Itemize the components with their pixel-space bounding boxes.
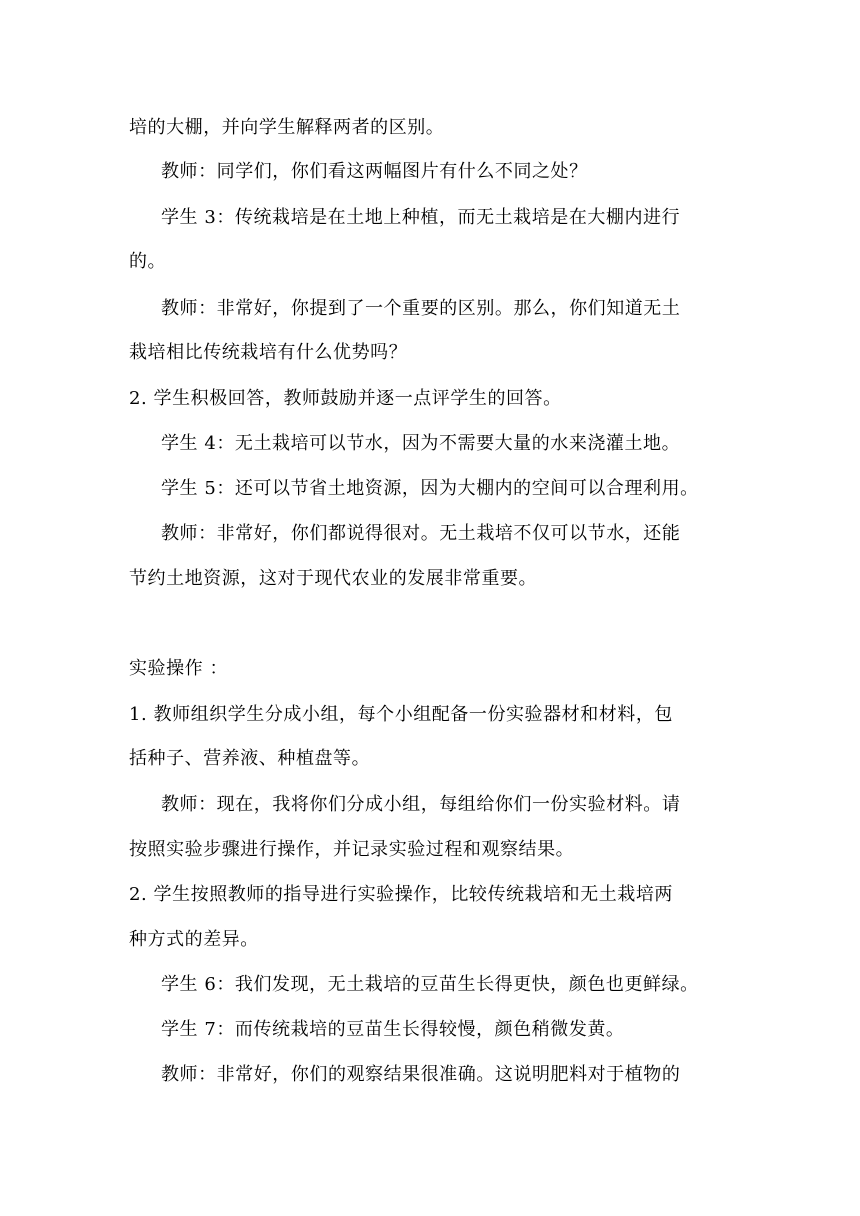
paragraph-line: 按照实验步骤进行操作，并记录实验过程和观察结果。 — [129, 839, 575, 860]
student-line: 学生 4：无土栽培可以节水，因为不需要大量的水来浇灌土地。 — [161, 433, 681, 454]
numbered-item: 2. 学生按照教师的指导进行实验操作，比较传统栽培和无土栽培两 — [129, 884, 673, 905]
numbered-item: 2. 学生积极回答，教师鼓励并逐一点评学生的回答。 — [129, 388, 562, 409]
student-line: 学生 7：而传统栽培的豆苗生长得较慢，颜色稍微发黄。 — [161, 1019, 625, 1040]
student-line: 学生 5：还可以节省土地资源，因为大棚内的空间可以合理利用。 — [161, 478, 699, 499]
paragraph-line: 种方式的差异。 — [129, 929, 259, 950]
teacher-line: 教师：非常好，你们都说得很对。无土栽培不仅可以节水，还能 — [161, 523, 681, 544]
paragraph-line: 括种子、营养液、种植盘等。 — [129, 748, 371, 769]
paragraph-line: 节约土地资源，这对于现代农业的发展非常重要。 — [129, 568, 538, 589]
numbered-item: 1. 教师组织学生分成小组，每个小组配备一份实验器材和材料，包 — [129, 704, 673, 725]
teacher-line: 教师：同学们，你们看这两幅图片有什么不同之处？ — [161, 161, 588, 182]
section-heading: 实验操作 ： — [129, 658, 229, 679]
teacher-line: 教师：非常好，你们的观察结果很准确。这说明肥料对于植物的 — [161, 1064, 681, 1085]
teacher-line: 教师：现在，我将你们分成小组，每组给你们一份实验材料。请 — [161, 794, 681, 815]
student-line: 学生 3：传统栽培是在土地上种植，而无土栽培是在大棚内进行 — [161, 207, 681, 228]
paragraph-line: 的。 — [129, 251, 167, 272]
paragraph-line: 培的大棚，并向学生解释两者的区别。 — [129, 117, 445, 138]
paragraph-line: 栽培相比传统栽培有什么优势吗？ — [129, 342, 408, 363]
student-line: 学生 6：我们发现，无土栽培的豆苗生长得更快，颜色也更鲜绿。 — [161, 974, 699, 995]
teacher-line: 教师：非常好，你提到了一个重要的区别。那么，你们知道无土 — [161, 298, 681, 319]
